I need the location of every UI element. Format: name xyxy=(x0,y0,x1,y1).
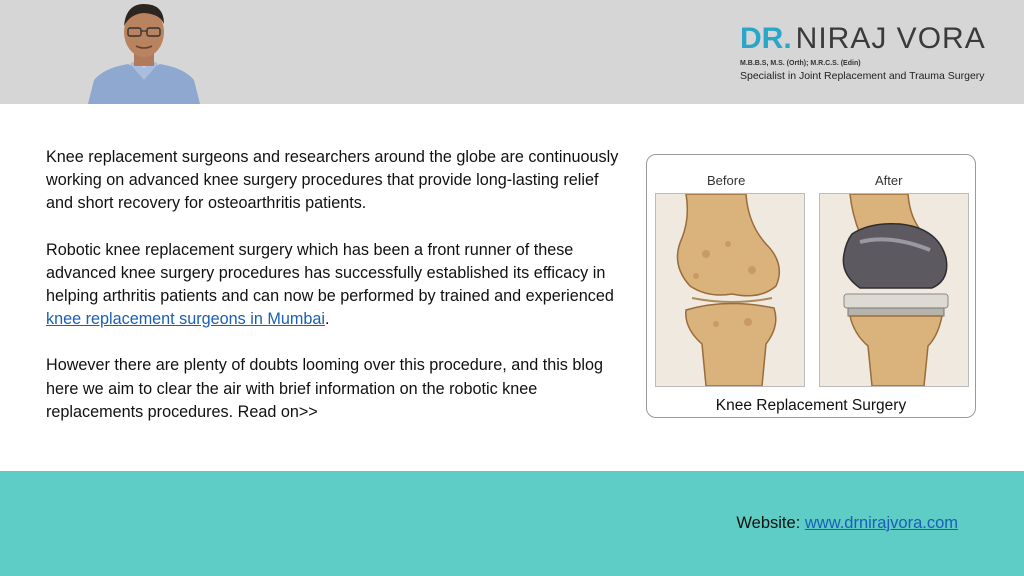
logo-specialty: Specialist in Joint Replacement and Trauma Surgery xyxy=(740,70,985,82)
before-label: Before xyxy=(707,173,746,188)
before-knee-image xyxy=(655,193,805,387)
logo-dr-text: DR. xyxy=(740,22,792,55)
website-link[interactable]: www.drnirajvora.com xyxy=(804,514,958,532)
after-knee-image xyxy=(819,193,969,387)
paragraph-2-text: Robotic knee replacement surgery which has been a front runner of these advanced knee surgery procedures has successfully established its efficacy in helping arthritis patients and can now be performed by trained and experienced xyxy=(46,240,614,306)
website-label: Website: xyxy=(736,514,805,532)
surgeons-mumbai-link[interactable]: knee replacement surgeons in Mumbai xyxy=(46,310,325,329)
logo-name-text: NIRAJ VORA xyxy=(795,22,986,55)
paragraph-2 xyxy=(46,239,621,332)
article-text xyxy=(46,146,621,447)
after-label: After xyxy=(875,173,903,188)
header-banner xyxy=(0,0,1024,104)
logo-qualifications: M.B.B.S, M.S. (Orth); M.R.C.S. (Edin) xyxy=(740,60,861,67)
paragraph-3: However there are plenty of doubts looming over this procedure, and this blog here we aim to clear the air with brief information on the robotic knee replacements procedures. Read on>> xyxy=(46,356,603,421)
clinic-logo xyxy=(740,22,986,82)
website-line xyxy=(736,514,958,533)
paragraph-2-end: . xyxy=(324,310,330,329)
figure-caption: Knee Replacement Surgery xyxy=(715,397,907,414)
doctor-portrait-image xyxy=(84,0,204,104)
paragraph-1: Knee replacement surgeons and researchers around the globe are continuously working on advanced knee surgery procedures that provide long-lasting relief and short recovery for osteoarthritis patients. xyxy=(46,148,619,213)
knee-figure xyxy=(646,154,976,418)
